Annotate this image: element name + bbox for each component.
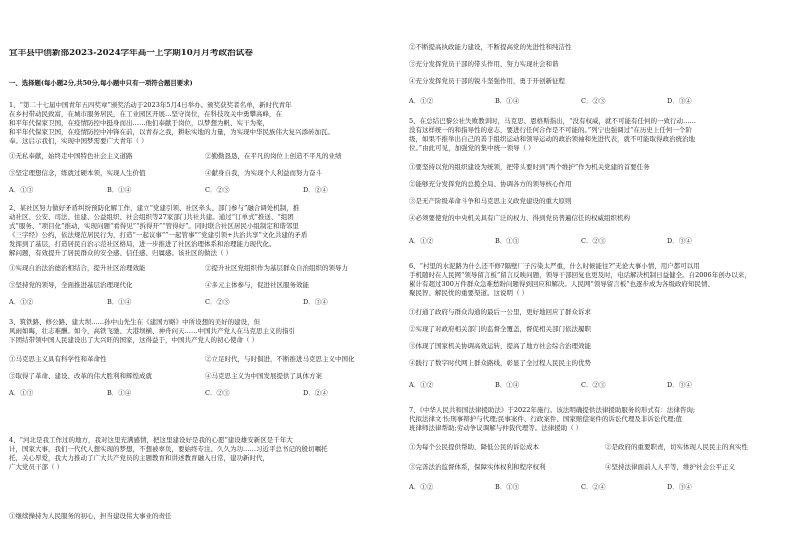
question-text-line: 4、“河北是我工作过的地方，我对这里充满感情，把这里建设好是我的心愿”建设雄安新区是千年大 bbox=[9, 436, 293, 444]
question-option: ④必须要使党的中央机关具有广泛的权力、得到党员普遍信任的权威组织机构 bbox=[409, 214, 630, 222]
question-text-line: 解问题，有效提升了居民群众的安全感、信任感、归属感。该社区的做法（ ） bbox=[9, 249, 233, 257]
question-text-line: 聚民智、解民忧的重要渠道。这说明（ ） bbox=[409, 289, 529, 297]
choice-c: C．②③ bbox=[581, 381, 606, 389]
answer-choices bbox=[409, 381, 789, 390]
question-option: ①继续操持为人民服务的初心，担当建设伟大事业的责任 bbox=[9, 512, 172, 520]
question-text-line: 级，如果不推举出自己的善于组织运动和领导运动的政治领袖和先进代表，就不可能取得政治统治地 bbox=[409, 135, 695, 143]
question-text-line: 7、《中华人民共和国法律援助法》于2022年施行。该法明确提供法律援助服务的形式有：法律咨询; bbox=[409, 406, 696, 414]
choice-c: C．②③ bbox=[581, 97, 606, 105]
question-text-line: 计，国家大事，我们一代代人想实现的梦想，不想被辜负，要始终专注、久久为功……习近平总书记的殷切嘱托 bbox=[9, 445, 328, 453]
question-option: ②能够充分发挥党的总揽全局、协调各方的领导核心作用 bbox=[409, 180, 572, 188]
question-option: ④马克思主义为中国发展提供了具体方案 bbox=[205, 372, 322, 380]
question-option: ③坚定理想信念，练就过硬本领，实现人生价值 bbox=[9, 169, 146, 177]
question-option: ①马克思主义具有科学性和革命性 bbox=[9, 355, 107, 363]
question-option: ③充分发挥党员干部的带头作用，努力实现社会和谐 bbox=[409, 60, 559, 68]
question-text-line: 式”服务、“项目化”推动，实现问题“看得见”“拆得开”“管得好”。同时联合社区居民小组制定和谐邻里 bbox=[9, 222, 299, 230]
choice-a: A．①③ bbox=[9, 186, 34, 194]
choice-a: A．①② bbox=[409, 483, 434, 491]
question-text-line: 累计有超过300万件群众急难愁盼问题得到回应和解决。人民网“领导留言板”也逐步成为各级政府知民情、 bbox=[409, 280, 715, 288]
question-text-line: 《三字经》公约，依法规范居民行为，打造“一起议事”“一起管事”“党建引领+共治共享”文化共建的矛盾 bbox=[9, 231, 308, 239]
choice-c: C．②③ bbox=[205, 389, 230, 397]
question-text-line: 和平年代保家卫国，在疫情防控中挺身而出……他们奉献于岗位，以梦想为帆、实干为桨， bbox=[9, 119, 269, 127]
choice-b: B．①③ bbox=[495, 483, 520, 491]
question-text-line: 位。”由此可见，加强党的集中统一领导（ ） bbox=[409, 144, 535, 152]
question-text-line: 风雨如晦，壮志难酬。如今，高铁飞驰、大港坝横、神舟问天……中国共产党人在马克思主义的指引 bbox=[9, 327, 295, 335]
choice-d: D．②④ bbox=[303, 389, 328, 397]
question-option: ③坚持党的领导，全面推进基层治理现代化 bbox=[9, 281, 133, 289]
answer-choices bbox=[409, 237, 789, 246]
question-text-line: 没有这样统一的和指导性的意志，要进行任何合作是不可能的。”列宁也强调过“在历史上任何一个阶 bbox=[409, 126, 692, 134]
question-option: ④践行了数字时代网上群众路线，彰显了全过程人民民主的优势 bbox=[409, 359, 591, 367]
answer-choices bbox=[409, 97, 789, 106]
question-text-line: 班律师法律帮助;劳动争议调解与仲裁代理等。法律援助（ ） bbox=[409, 424, 583, 432]
choice-d: D．③④ bbox=[667, 483, 692, 491]
question-option: ②实现了对政府相关部门的监督全覆盖，督促相关部门依法履职 bbox=[409, 325, 591, 333]
question-text-line: 手机随时在人民网“领导留言板”留言反映问题，领导干部回复也更及时，电话解决机制日益健全。自2006年创办以来， bbox=[409, 271, 751, 279]
choice-b: B．①④ bbox=[495, 97, 520, 105]
question-text-line: 发挥到了基层，打造居民自治示范社区格局，进一步推进了社区治理体系和治理能力现代化。 bbox=[9, 240, 276, 248]
question-option: ①打通了政府与群众沟通的最后一公里，更好地回应了群众诉求 bbox=[409, 308, 591, 316]
paper-title: 宜丰县中创新部2023-2024学年高一上学期10月月考政治试卷 bbox=[9, 49, 253, 58]
choice-b: B．①④ bbox=[495, 381, 520, 389]
choice-c: C．②③ bbox=[205, 186, 230, 194]
choice-d: D．③④ bbox=[667, 97, 692, 105]
choice-c: C．②④ bbox=[581, 483, 606, 491]
question-option: ④多元主体参与，促进社区服务效能 bbox=[205, 281, 309, 289]
question-option: ②立足时代，与时俱进，不断推进马克思主义中国化 bbox=[205, 355, 355, 363]
choice-a: A．①② bbox=[409, 381, 434, 389]
question-text-line: 动社区、公安、司法、住建、公益组织、社会组织等27家部门共社共建。通过“订单式”推送、“组团 bbox=[9, 213, 294, 221]
question-text-line: 3、筑铁路、修公路、建大坝……孙中山先生在《建国方略》中所设想的美好的建设，但 bbox=[9, 318, 261, 326]
question-option: ②勤勤恳恳，在平凡的岗位上创造不平凡的业绩 bbox=[205, 152, 342, 160]
question-text-line: 奉。这启示我们，实现中国梦需要广大青年（ ） bbox=[9, 137, 148, 145]
question-option: ③取得了革命、建设、改革的伟大胜利和辉煌成就 bbox=[9, 372, 152, 380]
question-text-line: 在乡村带动民致富，在城市服务居民，在工业园区开展…坚守岗位，在科技攻关中勇攀高峰，在 bbox=[9, 110, 282, 118]
answer-choices bbox=[9, 298, 395, 307]
question-option: ②是政府的重要职责，切实体现人民民主的真实性 bbox=[605, 443, 748, 451]
choice-b: B．①④ bbox=[107, 186, 132, 194]
answer-choices bbox=[409, 483, 789, 492]
question-option: ④充分发挥党员干部的锐斗坚强作用，勇于开创新征程 bbox=[409, 77, 565, 85]
question-text-line: 6、“村里的水泥路为什么还不修?隔壁厂子污染太严重，什么时候能往?”无论大事小情，用户都可以用 bbox=[409, 262, 700, 270]
choice-b: B．①③ bbox=[495, 237, 520, 245]
question-text-line: 下团结带领中国人民建设出了大兴旺的国家，这得益于，中国共产党人的初心使命（ ） bbox=[9, 336, 259, 344]
section-heading: 一、选择题(每小题2分,共50分,每小题中只有一项符合题目要求) bbox=[9, 79, 193, 87]
question-option: ③是无产阶级革命斗争和马克思主义政党建设的重大原则 bbox=[409, 197, 572, 205]
question-option: ③体现了国家机关协调高效运转，提高了地方社会综合治理效能 bbox=[409, 342, 591, 350]
question-option: ①为每个公民提供帮助，降低公民的诉讼成本 bbox=[409, 443, 539, 451]
answer-choices bbox=[9, 186, 395, 195]
choice-a: A．①② bbox=[409, 97, 434, 105]
question-text-line: 1、“第二十七届中国青年五四奖章”颁奖活动于2023年5月4日举办。颁奖获奖者名单，新时代青年 bbox=[9, 101, 292, 109]
question-text-line: 5、在总结巴黎公社失败教训时，马克思、恩格斯指出，“没有权威，就不可能有任何的一致行动…… bbox=[409, 117, 696, 125]
question-option: ①无私奉献，始终走中国特色社会主义道路 bbox=[9, 152, 133, 160]
question-option: ①实现自治法治德治相结合，提升社区治理效能 bbox=[9, 264, 146, 272]
choice-b: B．①④ bbox=[107, 389, 132, 397]
question-text-line: 托，关心厚爱，我大力推动了广大共产党员的主题教育和讲述教育融入日常，建功新时代， bbox=[9, 454, 269, 462]
choice-a: A．①② bbox=[9, 298, 34, 306]
question-text-line: 和平年代保家卫国，在疫情防控中冲锋在前，以青春之我，耕耘实地的力量，为实现中华民族伟大复兴添砖加瓦。 bbox=[9, 128, 334, 136]
answer-choices bbox=[9, 389, 395, 398]
question-text-line: 广大党员干部（ ） bbox=[9, 463, 64, 471]
question-option: ①要坚持以党的组织建设为统领，把带头要时到“两个维护”作为机关党建的首要任务 bbox=[409, 163, 650, 171]
question-option: ④献身自我，为实现个人利益而努力奋斗 bbox=[205, 169, 322, 177]
question-option: ④坚持法律面前人人平等，维护社会公平正义 bbox=[605, 463, 735, 471]
question-option: ②不断提高执政能力建设，不断提高党的先进性和纯洁性 bbox=[409, 43, 572, 51]
choice-d: D．③④ bbox=[303, 298, 328, 306]
question-text-line: 代拟法律文书;刑事辩护与代理;民事案件、行政案件、国家赔偿案件的诉讼代理及非诉讼代理;值 bbox=[409, 415, 683, 423]
question-option: ③完善法治监督体系，保障实体权利和程序权利 bbox=[409, 463, 546, 471]
choice-c: C．②③ bbox=[205, 298, 230, 306]
question-text-line: 2、某社区努力做好矛盾纠纷预防化解工作，建立“党建引领、社区牵头、部门参与”融合调处机制，推 bbox=[9, 204, 300, 212]
choice-a: A．①③ bbox=[9, 389, 34, 397]
choice-d: D．③④ bbox=[667, 381, 692, 389]
question-option: ②提升社区党组织作为基层群众自治组织的领导力 bbox=[205, 264, 348, 272]
choice-d: D．③④ bbox=[667, 237, 692, 245]
choice-c: C．②③ bbox=[581, 237, 606, 245]
choice-b: B．①④ bbox=[107, 298, 132, 306]
choice-a: A．①② bbox=[409, 237, 434, 245]
choice-d: D．②④ bbox=[303, 186, 328, 194]
